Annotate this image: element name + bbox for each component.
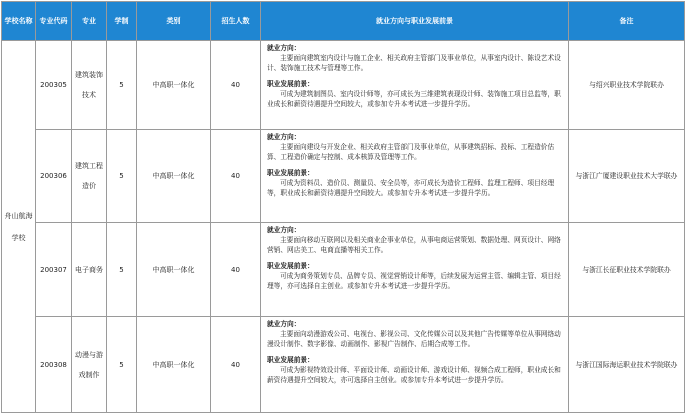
table-row xyxy=(2,317,685,413)
major-cell: 电子商务 xyxy=(72,223,107,317)
career-text: 可成为影视特效设计师、平面设计师、动画设计师、游戏设计师、视频合成工程师，职业成长和薪资待遇提升空间较大，亦可选择自主创业。或参加专升本考试进一步提升学历。 xyxy=(267,366,561,384)
employment-heading: 就业方向： xyxy=(267,44,301,52)
table-row xyxy=(2,130,685,223)
code-cell: 200307 xyxy=(36,223,72,317)
career-heading: 职业发展前景： xyxy=(267,356,314,364)
career-text: 可成为资料员、造价员、测量员、安全员等，亦可成长为造价工程师、监理工程师、项目经理等，职业成长和薪资待遇提升空间较大。或参加专升本考试进一步提升学历。 xyxy=(267,179,555,197)
table-row xyxy=(2,223,685,317)
code-cell: 200305 xyxy=(36,41,72,130)
header-major: 专业 xyxy=(72,2,107,41)
category-cell: 中高职一体化 xyxy=(137,41,211,130)
remarks-cell: 与浙江广厦建设职业技术大学联办 xyxy=(569,130,685,223)
programs-table xyxy=(1,1,685,413)
remarks-cell: 与浙江长征职业技术学院联办 xyxy=(569,223,685,317)
code-cell: 200308 xyxy=(36,317,72,413)
career-heading: 职业发展前景： xyxy=(267,262,314,270)
major-cell: 建筑工程造价 xyxy=(72,130,107,223)
major-cell: 建筑装饰技术 xyxy=(72,41,107,130)
category-cell: 中高职一体化 xyxy=(137,130,211,223)
prospects-cell xyxy=(261,317,569,413)
code-cell: 200306 xyxy=(36,130,72,223)
career-heading: 职业发展前景： xyxy=(267,80,314,88)
category-cell: 中高职一体化 xyxy=(137,317,211,413)
header-remarks: 备注 xyxy=(569,2,685,41)
table-row xyxy=(2,41,685,130)
employment-text: 主要面向建设与开发企业、相关政府主管部门及事业单位，从事建筑招标、投标、工程造价估算、工程造价确定与控制、成本核算及管理等工作。 xyxy=(267,143,555,161)
career-heading: 职业发展前景： xyxy=(267,169,314,177)
major-cell: 动漫与游戏制作 xyxy=(72,317,107,413)
school-name-cell: 舟山航海学校 xyxy=(2,41,36,413)
remarks-cell: 与绍兴职业技术学院联办 xyxy=(569,41,685,130)
enrollment-cell: 40 xyxy=(211,317,261,413)
years-cell: 5 xyxy=(107,223,137,317)
header-enrollment: 招生人数 xyxy=(211,2,261,41)
employment-text: 主要面向建筑室内设计与施工企业、相关政府主管部门及事业单位，从事室内设计、陈设艺术设计、装饰施工技术与管理等工作。 xyxy=(267,54,561,72)
employment-heading: 就业方向： xyxy=(267,226,301,234)
career-text: 可成为建筑制图员、室内设计师等，亦可成长为三维建筑表现设计师、装饰施工项目总监等，职业成长和薪资待遇提升空间较大，或参加专升本考试进一步提升学历。 xyxy=(267,90,561,108)
prospects-cell xyxy=(261,223,569,317)
header-school: 学校名称 xyxy=(2,2,36,41)
years-cell: 5 xyxy=(107,41,137,130)
enrollment-cell: 40 xyxy=(211,223,261,317)
employment-heading: 就业方向： xyxy=(267,133,301,141)
enrollment-cell: 40 xyxy=(211,130,261,223)
category-cell: 中高职一体化 xyxy=(137,223,211,317)
prospects-cell xyxy=(261,130,569,223)
header-code: 专业代码 xyxy=(36,2,72,41)
years-cell: 5 xyxy=(107,130,137,223)
career-text: 可成为商务策划专员、品牌专员、视觉营销设计师等，后续发展为运营主管、编辑主管、项目经理等，亦可选择自主创业。或参加专升本考试进一步提升学历。 xyxy=(267,272,561,290)
employment-text: 主要面向移动互联网以及相关商业企事业单位，从事电商运营策划、数据处理、网页设计、网络营销、网店美工、电商直播等相关工作。 xyxy=(267,236,561,254)
prospects-cell xyxy=(261,41,569,130)
header-prospects: 就业方向与职业发展前景 xyxy=(261,2,569,41)
header-row xyxy=(2,2,685,41)
employment-text: 主要面向动漫游戏公司、电视台、影视公司、文化传媒公司以及其他广告传媒等单位从事网络动漫设计制作、数字影像、动画制作、影视广告制作、后期合成等工作。 xyxy=(267,330,561,348)
employment-heading: 就业方向： xyxy=(267,320,301,328)
header-years: 学制 xyxy=(107,2,137,41)
years-cell: 5 xyxy=(107,317,137,413)
header-category: 类别 xyxy=(137,2,211,41)
remarks-cell: 与浙江国际海运职业技术学院联办 xyxy=(569,317,685,413)
enrollment-cell: 40 xyxy=(211,41,261,130)
